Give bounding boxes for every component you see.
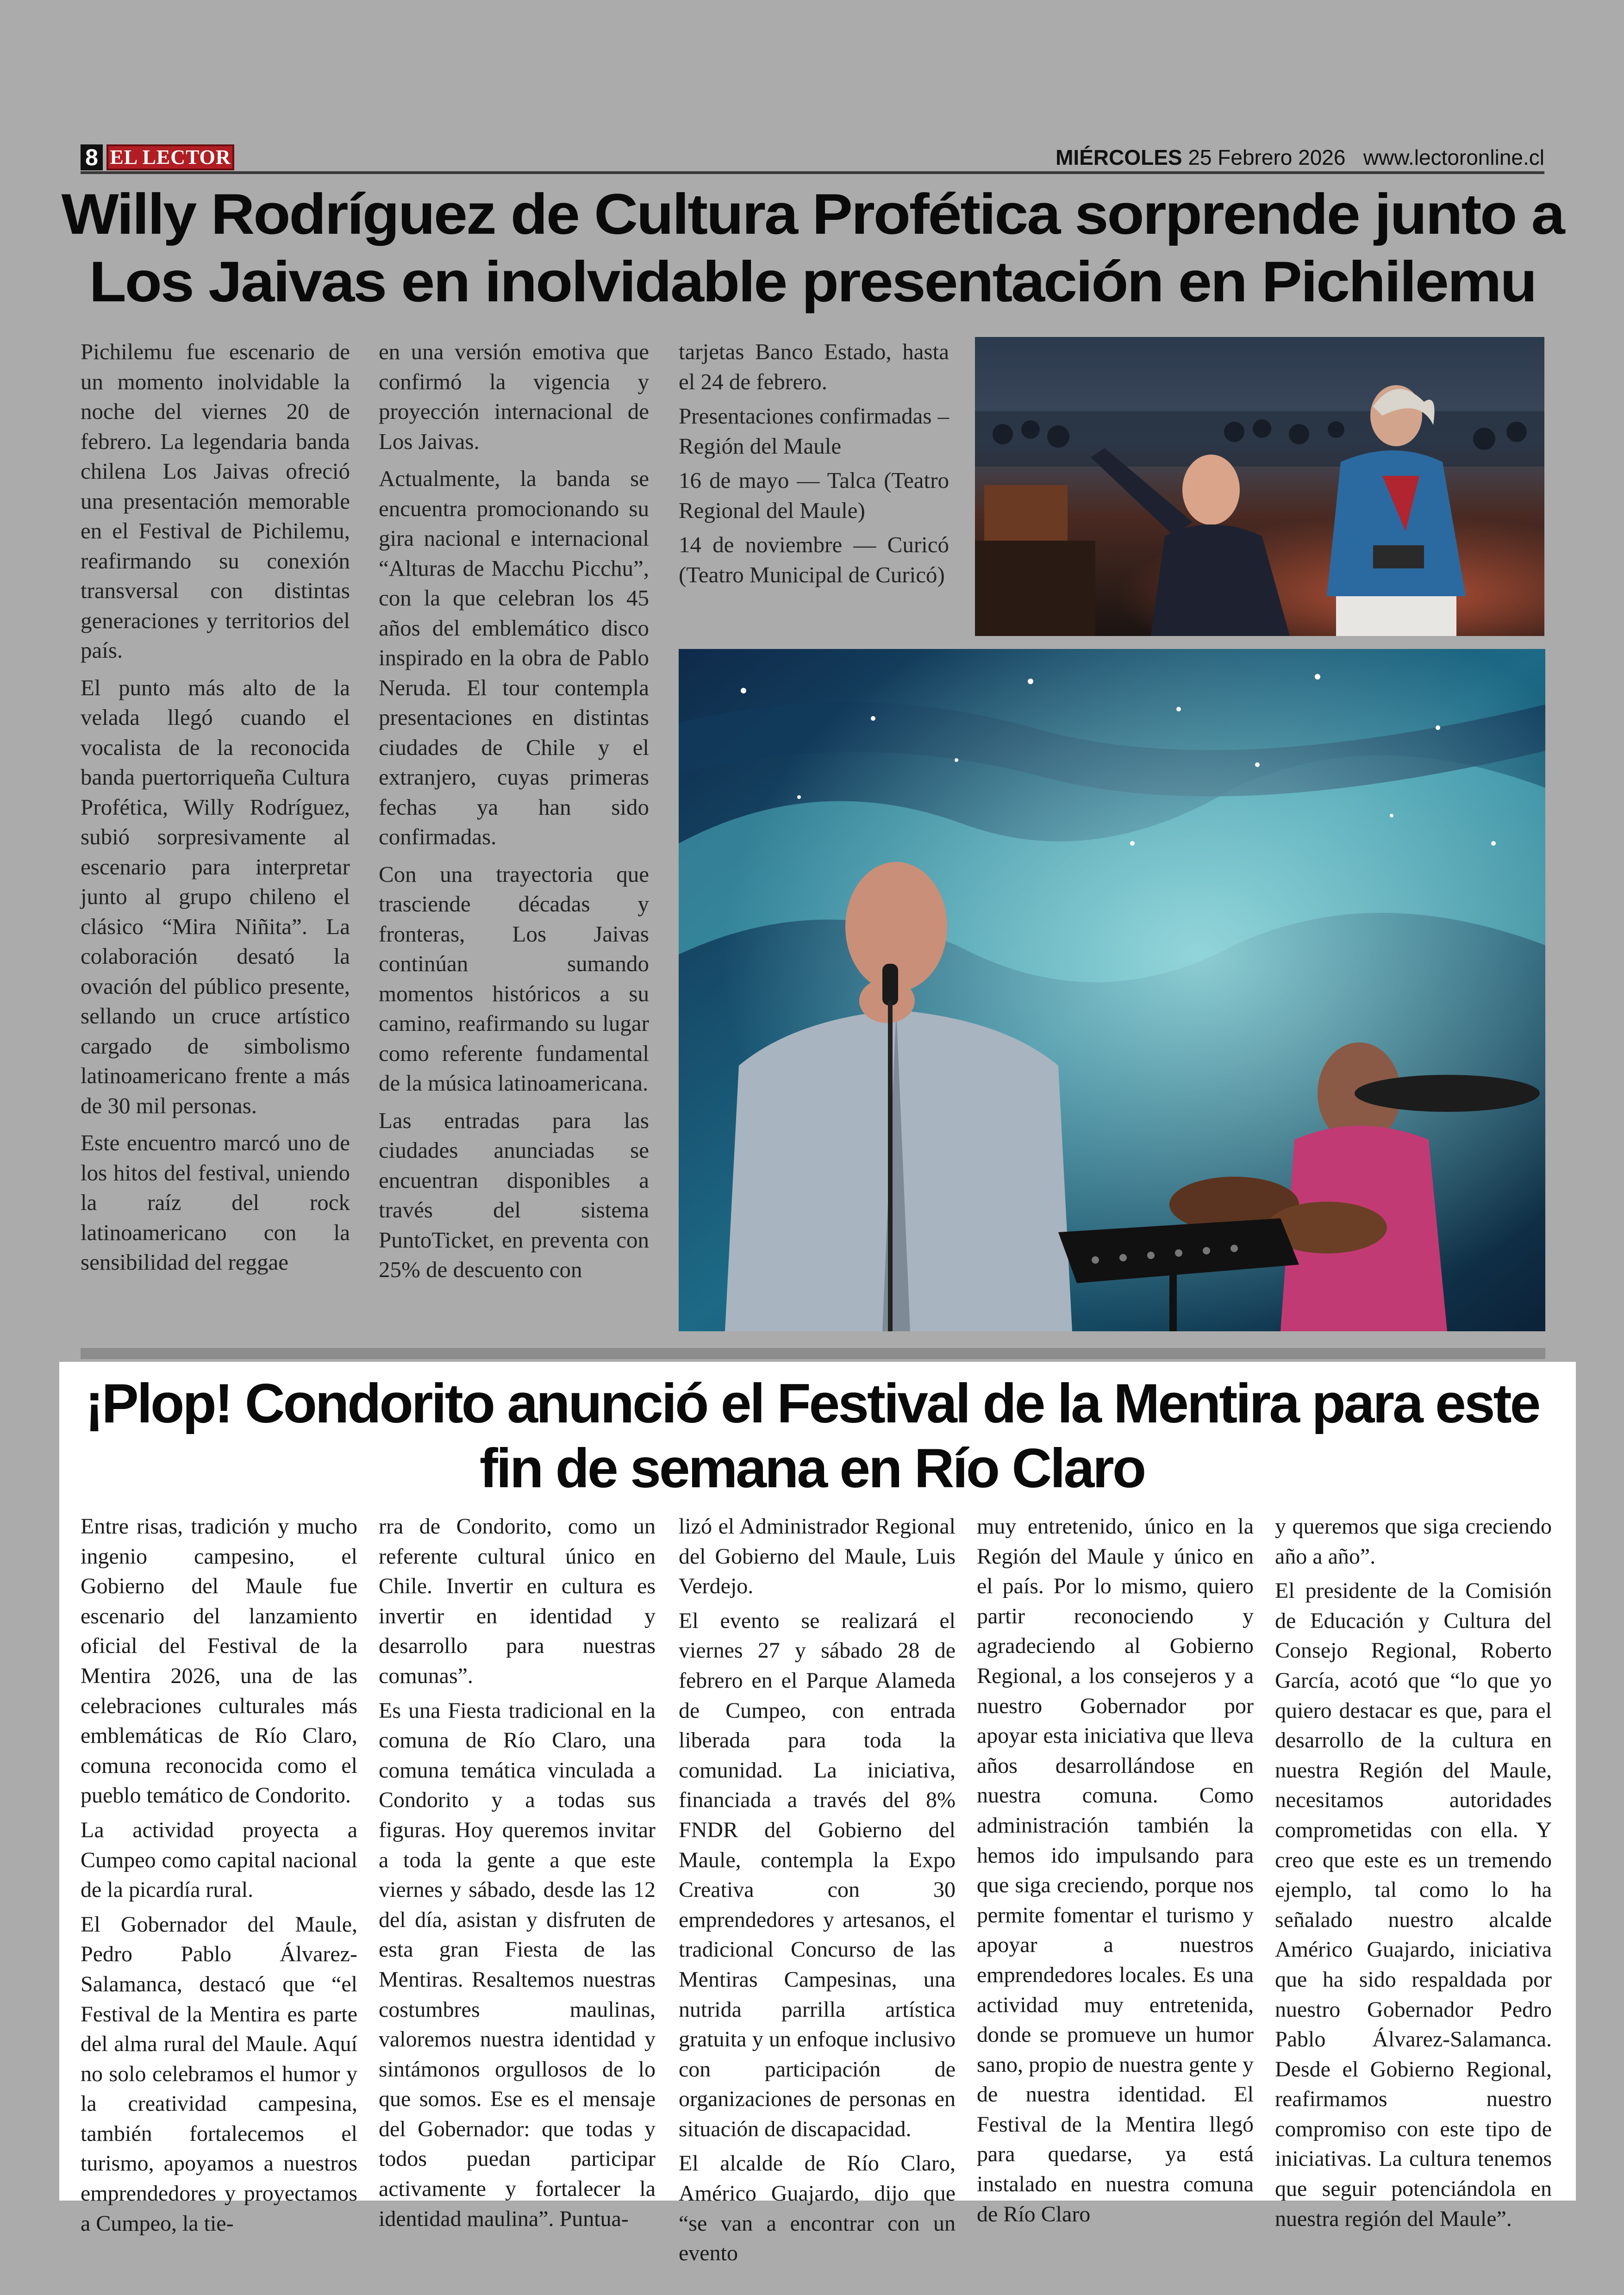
article2-column-5	[1275, 1512, 1552, 2231]
article1-column-1	[81, 337, 350, 1332]
page-header	[81, 141, 1544, 172]
concert-photo-singer	[679, 649, 1545, 1331]
article1-column-2	[379, 337, 649, 1332]
weekday: MIÉRCOLES	[1056, 145, 1182, 169]
article2-column-4	[977, 1512, 1254, 2226]
paragraph: rra de Condorito, como un referente cultural único en Chile. Invertir en cultura es invertir en identidad y desarrollo para nuestras comunas”.	[379, 1514, 656, 1688]
paragraph: tarjetas Banco Estado, hasta el 24 de febrero.	[679, 339, 949, 394]
article2-column-1	[81, 1512, 357, 2236]
paragraph: El alcalde de Río Claro, Américo Guajardo, dijo que “se van a encontrar con un evento	[679, 2151, 956, 2266]
paragraph: 16 de mayo — Talca (Teatro Regional del Maule)	[679, 468, 949, 523]
article2-column-2	[379, 1512, 656, 2231]
paragraph: El punto más alto de la velada llegó cuando el vocalista de la reconocida banda puertorriqueña Cultura Profética, Willy Rodríguez, subió sorpresivamente al escenario para interpretar junto al grupo chileno el clásico “Mira Niñita”. La colaboración desató la ovación del público presente, sellando un cruce artístico cargado de simbolismo latinoamericano frente a más de 30 mil personas.	[81, 674, 350, 1118]
concert-photo-band-image	[975, 337, 1544, 636]
paragraph: Con una trayectoria que trasciende décadas y fronteras, Los Jaivas continúan sumando momentos históricos a su camino, reafirmando su lugar como referente fundamental de la música latinoamericana.	[379, 861, 649, 1096]
date-line	[1056, 143, 1544, 172]
website-link[interactable]: www.lectoronline.cl	[1363, 145, 1544, 169]
paragraph: El evento se realizará el viernes 27 y sábado 28 de febrero en el Parque Alameda de Cumpeo, con entrada liberada para toda la comunidad. La iniciativa, financiada a través del 8% FNDR del Gobierno del Maule, contempla la Expo Creativa con 30 emprendedores y artesanos, el tradicional Concurso de las Mentiras Campesinas, una nutrida parrilla artística gratuita y un enfoque inclusivo con participación de organizaciones de personas en situación de discapacidad.	[679, 1608, 956, 2141]
article1-headline: Willy Rodríguez de Cultura Profética sorprende junto a Los Jaivas en inolvidable presentación en Pichilemu	[61, 182, 1564, 314]
paragraph: lizó el Administrador Regional del Gobierno del Maule, Luis Verdejo.	[679, 1514, 956, 1599]
concert-photo-singer-image	[679, 649, 1545, 1331]
paragraph: Las entradas para las ciudades anunciadas se encuentran disponibles a través del sistema PuntoTicket, en preventa con 25% de descuento con	[379, 1107, 649, 1282]
article1-column-3	[679, 337, 949, 633]
paragraph: y queremos que siga creciendo año a año”.	[1275, 1514, 1552, 1569]
paragraph: Presentaciones confirmadas – Región del Maule	[679, 403, 949, 459]
paragraph: El presidente de la Comisión de Educación y Cultura del Consejo Regional, Roberto García, acotó que “lo que yo quiero destacar es que, para el desarrollo de la cultura en nuestra Región del Maule, necesitamos autoridades comprometidas con ella. Y creo que este es un tremendo ejemplo, tal como lo ha señalado nuestro alcalde Américo Guajardo, iniciativa que ha sido respaldada por nuestro Gobernador Pedro Pablo Álvarez-Salamanca. Desde el Gobierno Regional, reafirmamos nuestro compromiso con este tipo de iniciativas. La cultura tenemos que seguir potenciándola en nuestra región del Maule”.	[1275, 1578, 1552, 2231]
page-number: 8	[81, 144, 103, 170]
paragraph: 14 de noviembre — Curicó (Teatro Municipal de Curicó)	[679, 532, 949, 587]
article2-column-3	[679, 1512, 956, 2266]
paragraph: El Gobernador del Maule, Pedro Pablo Álvarez-Salamanca, destacó que “el Festival de la Mentira es parte del alma rural del Maule. Aquí no solo celebramos el humor y la creatividad campesina, también fortalecemos el turismo, apoyamos a nuestros emprendedores y proyectamos a Cumpeo, la tie-	[81, 1912, 357, 2236]
header-divider	[81, 171, 1544, 174]
paragraph: Este encuentro marcó uno de los hitos del festival, uniendo la raíz del rock latinoamericano con la sensibilidad del reggae	[81, 1130, 350, 1275]
paragraph: muy entretenido, único en la Región del Maule y único en el país. Por lo mismo, quiero partir reconociendo y agradeciendo al Gobierno Regional, a los consejeros y a nuestro Gobernador por apoyar esta iniciativa que lleva años desarrollándose en nuestra comuna. Como administración también la hemos ido impulsando para que siga creciendo, porque nos permite fomentar el turismo y apoyar a nuestros emprendedores locales. Es una actividad muy entretenida, donde se promueve un humor sano, propio de nuestra gente y de nuestra identidad. El Festival de la Mentira llegó para quedarse, ya está instalado en nuestra comuna de Río Claro	[977, 1514, 1254, 2226]
concert-photo-band	[975, 337, 1544, 636]
paragraph: La actividad proyecta a Cumpeo como capital nacional de la picardía rural.	[81, 1817, 357, 1902]
paragraph: Es una Fiesta tradicional en la comuna de Río Claro, una comuna temática vinculada a Condorito y a todas sus figuras. Hoy queremos invitar a toda la gente a que este viernes y sábado, desde las 12 del día, asistan y disfruten de esta gran Fiesta de las Mentiras. Resaltemos nuestras costumbres maulinas, valoremos nuestra identidad y sintámonos orgullosos de lo que somos. Ese es el mensaje del Gobernador: que todas y todos puedan participar activamente y fortalecer la identidad maulina”. Puntua-	[379, 1698, 656, 2231]
newspaper-logo: EL LECTOR	[106, 144, 234, 170]
paragraph: Actualmente, la banda se encuentra promocionando su gira nacional e internacional “Alturas de Macchu Picchu”, con la que celebran los 45 años del emblemático disco inspirado en la obra de Pablo Neruda. El tour contempla presentaciones en distintas ciudades de Chile y el extranjero, cuyas primeras fechas ya han sido confirmadas.	[379, 466, 649, 849]
date: 25 Febrero 2026	[1188, 145, 1346, 169]
paragraph: Pichilemu fue escenario de un momento inolvidable la noche del viernes 20 de febrero. La legendaria banda chilena Los Jaivas ofreció una presentación memorable en el Festival de Pichilemu, reafirmando su conexión transversal con distintas generaciones y territorios del país.	[81, 339, 350, 663]
article2-headline: ¡Plop! Condorito anunció el Festival de la Mentira para este fin de semana en Río Claro	[85, 1372, 1539, 1499]
paragraph: en una versión emotiva que confirmó la vigencia y proyección internacional de Los Jaivas.	[379, 339, 649, 454]
article-divider	[81, 1348, 1545, 1359]
paragraph: Entre risas, tradición y mucho ingenio campesino, el Gobierno del Maule fue escenario del lanzamiento oficial del Festival de la Mentira 2026, una de las celebraciones culturales más emblemáticas de Río Claro, comuna reconocida como el pueblo temático de Condorito.	[81, 1514, 357, 1808]
